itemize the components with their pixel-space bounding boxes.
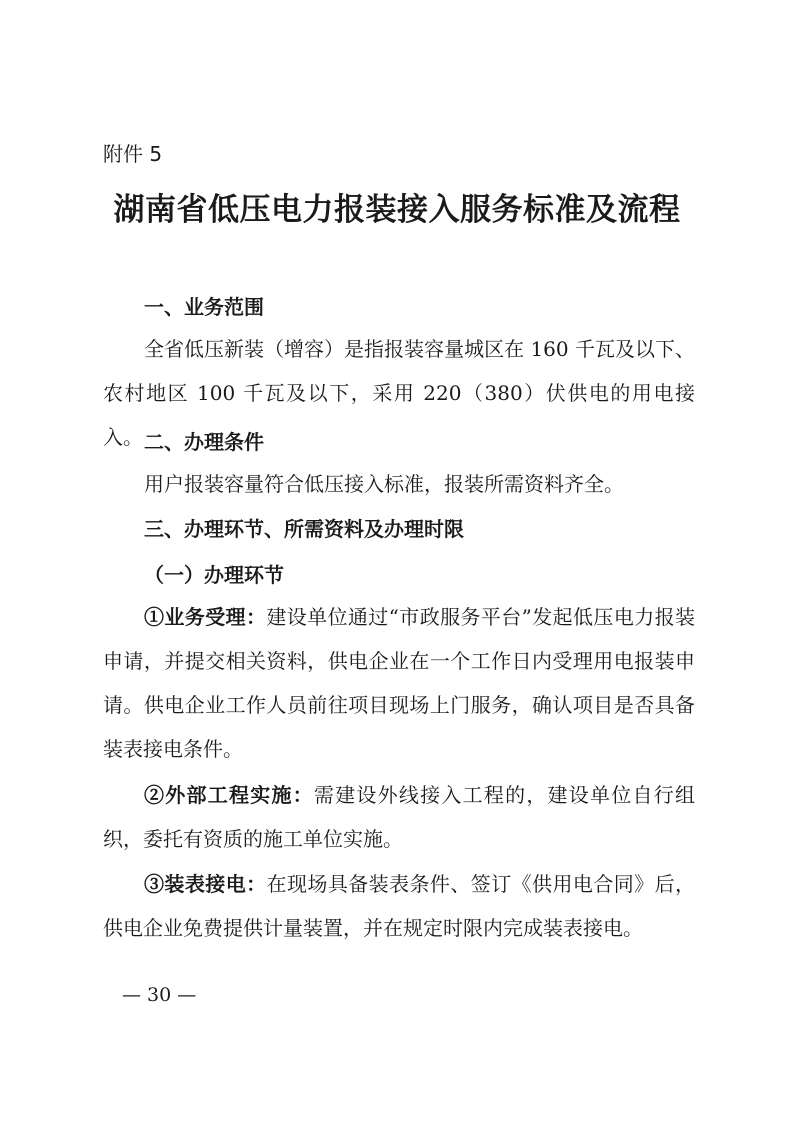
section-heading-steps: 三、办理环节、所需资料及办理时限: [144, 517, 464, 541]
section-heading-scope: 一、业务范围: [144, 295, 264, 319]
step-lead: ①业务受理：: [144, 605, 267, 629]
document-body: [103, 0, 695, 1123]
section-heading-conditions: 二、办理条件: [144, 430, 264, 454]
section-text-conditions: 用户报装容量符合低压接入标准，报装所需资料齐全。: [144, 472, 624, 496]
step-lead: ②外部工程实施：: [144, 783, 314, 807]
step-text: 需建设外线接入工程的，建设单位自行组织，委托有资质的施工单位实施。: [103, 783, 696, 851]
section-text-scope: 全省低压新装（增容）是指报装容量城区在 160 千瓦及以下、农村地区 100 千瓦及以下，采用 220（380）伏供电的用电接入。: [103, 337, 695, 449]
page-number: — 30 —: [122, 984, 197, 1006]
subsection-heading-steps: （一）办理环节: [144, 563, 284, 587]
step-lead: ③装表接电：: [144, 872, 267, 896]
step-item: [103, 862, 695, 950]
step-item: [103, 773, 695, 861]
step-item: [103, 595, 695, 771]
step-text: 在现场具备装表条件、签订《供用电合同》后，供电企业免费提供计量装置，并在规定时限内完成装表接电。: [103, 872, 696, 940]
step-text: 建设单位通过“市政服务平台”发起低压电力报装申请，并提交相关资料，供电企业在一个工作日内受理用电报装申请。供电企业工作人员前往项目现场上门服务，确认项目是否具备装表接电条件。: [103, 605, 695, 761]
document-title: 湖南省低压电力报装接入服务标准及流程: [113, 192, 681, 228]
attachment-label: 附件 5: [103, 142, 163, 166]
